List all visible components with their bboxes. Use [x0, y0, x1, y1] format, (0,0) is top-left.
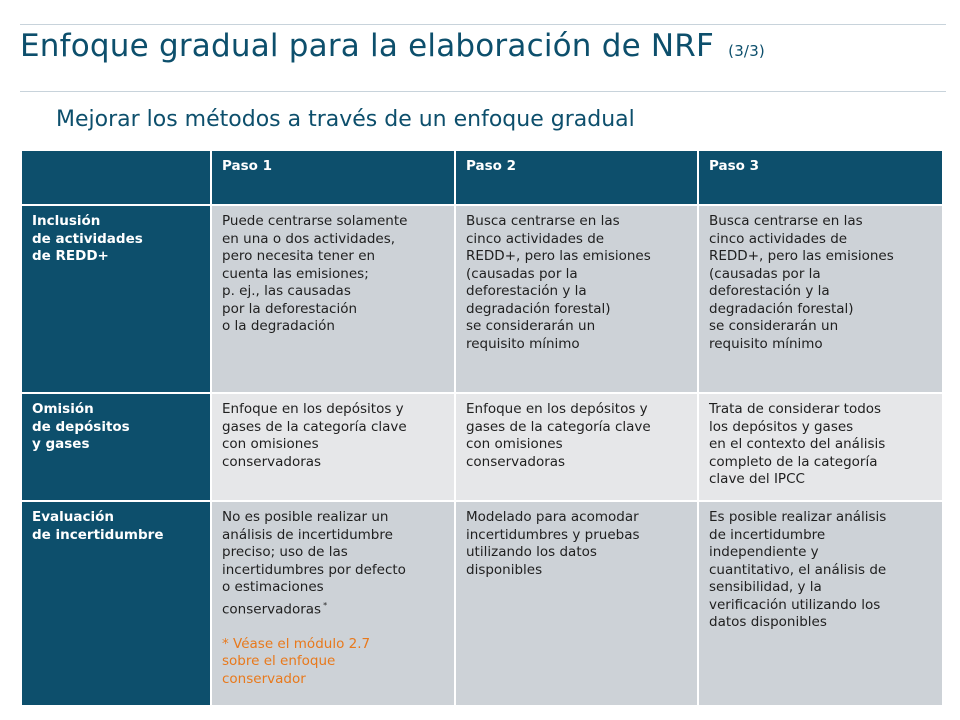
- table-row: [21, 501, 943, 706]
- top-divider: [20, 24, 946, 25]
- cell-text: No es posible realizar un análisis de incertidumbre preciso; uso de las incertidumbres por defecto o estimaciones conservadoras: [222, 509, 406, 617]
- header-paso-1: Paso 1: [211, 150, 455, 205]
- page-title: [20, 28, 765, 64]
- table-row: [21, 393, 943, 501]
- table-cell: Enfoque en los depósitos y gases de la categoría clave con omisiones conservadoras: [211, 393, 455, 501]
- header-paso-2: Paso 2: [455, 150, 698, 205]
- row-label-evaluacion: Evaluación de incertidumbre: [21, 501, 211, 706]
- page-subtitle: Mejorar los métodos a través de un enfoque gradual: [56, 107, 635, 132]
- table-row: [21, 205, 943, 393]
- table-cell: Modelado para acomodar incertidumbres y pruebas utilizando los datos disponibles: [455, 501, 698, 706]
- row-label-omision: Omisión de depósitos y gases: [21, 393, 211, 501]
- table-cell: Trata de considerar todos los depósitos y gases en el contexto del análisis completo de la categoría clave del IPCC: [698, 393, 943, 501]
- table-header-row: [21, 150, 943, 205]
- table-cell: Puede centrarse solamente en una o dos actividades, pero necesita tener en cuenta las emisiones; p. ej., las causadas por la deforestación o la degradación: [211, 205, 455, 393]
- title-divider: [20, 91, 946, 92]
- row-label-inclusion: Inclusión de actividades de REDD+: [21, 205, 211, 393]
- comparison-table: [20, 149, 944, 707]
- table-cell: Busca centrarse en las cinco actividades de REDD+, pero las emisiones (causadas por la deforestación y la degradación forestal) se considerarán un requisito mínimo: [698, 205, 943, 393]
- table-cell: Es posible realizar análisis de incertidumbre independiente y cuantitativo, el análisis de sensibilidad, y la verificación utilizando los datos disponibles: [698, 501, 943, 706]
- footnote-note: * Véase el módulo 2.7 sobre el enfoque conservador: [222, 635, 371, 687]
- title-text: Enfoque gradual para la elaboración de NRF: [20, 28, 715, 64]
- header-paso-3: Paso 3: [698, 150, 943, 205]
- table-cell: Busca centrarse en las cinco actividades de REDD+, pero las emisiones (causadas por la deforestación y la degradación forestal) se considerarán un requisito mínimo: [455, 205, 698, 393]
- footnote-mark: *: [323, 600, 328, 610]
- table-cell-with-note: [211, 501, 455, 706]
- header-corner-cell: [21, 150, 211, 205]
- table-cell: Enfoque en los depósitos y gases de la categoría clave con omisiones conservadoras: [455, 393, 698, 501]
- title-part-indicator: (3/3): [728, 42, 765, 60]
